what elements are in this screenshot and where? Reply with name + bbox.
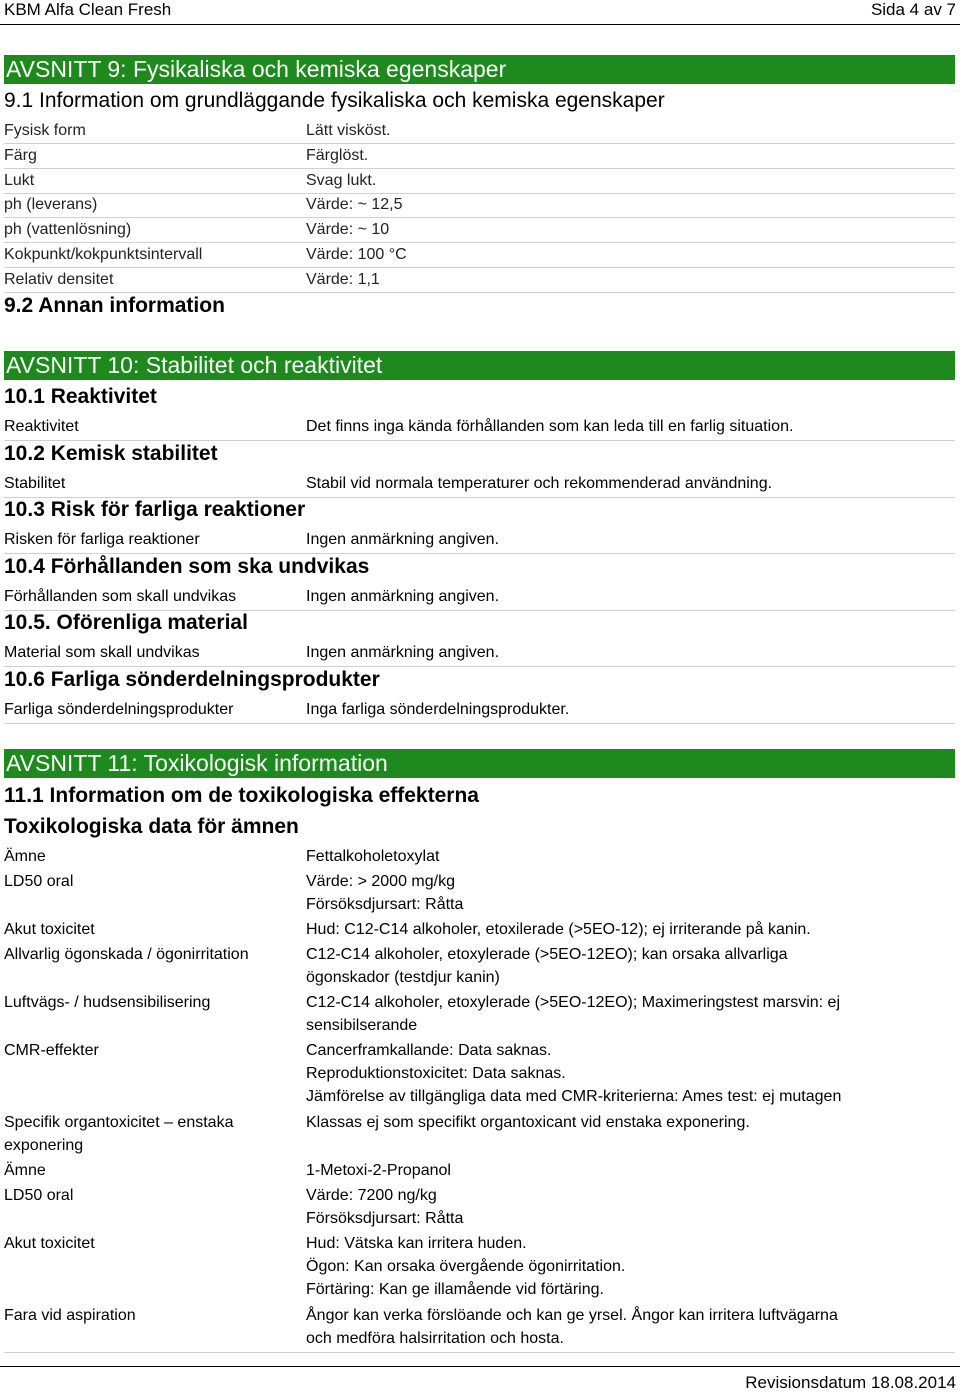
tox-value-line: Värde: 7200 ng/kg <box>306 1187 437 1204</box>
subsection-heading: 10.1 Reaktivitet <box>4 385 157 408</box>
revision-date: Revisionsdatum 18.08.2014 <box>745 1373 956 1392</box>
row-divider <box>4 292 955 293</box>
tox-value <box>306 1159 946 1182</box>
tox-value-line: sensibilserande <box>306 1017 418 1034</box>
tox-value-line: Hud: C12-C14 alkoholer, etoxilerade (>5EO-12); ej irriterande på kanin. <box>306 921 811 938</box>
tox-value-line: Ångor kan verka förslöande och kan ge yrsel. Ångor kan irritera luftvägarna <box>306 1307 838 1324</box>
property-label: Kokpunkt/kokpunktsintervall <box>4 246 203 263</box>
page-header <box>0 0 960 22</box>
property-value: Inga farliga sönderdelningsprodukter. <box>306 701 570 718</box>
property-label: ph (leverans) <box>4 196 98 213</box>
tox-value-line: 1-Metoxi-2-Propanol <box>306 1162 451 1179</box>
section-9-1-heading: 9.1 Information om grundläggande fysikaliska och kemiska egenskaper <box>4 89 665 112</box>
property-label: Relativ densitet <box>4 271 114 288</box>
tox-row <box>4 1184 955 1232</box>
property-value: Stabil vid normala temperaturer och rekommenderad användning. <box>306 475 773 492</box>
property-row <box>4 243 955 267</box>
property-label: Färg <box>4 147 37 164</box>
property-value: Ingen anmärkning angiven. <box>306 588 500 605</box>
tox-value <box>306 918 946 941</box>
row-divider <box>4 553 955 554</box>
property-value: Det finns inga kända förhållanden som kan leda till en farlig situation. <box>306 418 794 435</box>
section-10-bar: AVSNITT 10: Stabilitet och reaktivitet <box>4 351 955 380</box>
property-value: Lätt visköst. <box>306 122 391 139</box>
tox-label: Fara vid aspiration <box>4 1307 136 1324</box>
footer-divider <box>0 1366 960 1367</box>
property-label: Material som skall undvikas <box>4 644 200 661</box>
property-row <box>4 268 955 292</box>
tox-label: Luftvägs- / hudsensibilisering <box>4 994 211 1011</box>
subsection-heading: 10.4 Förhållanden som ska undvikas <box>4 555 370 578</box>
tox-value <box>306 991 946 1037</box>
tox-label: Akut toxicitet <box>4 1235 95 1252</box>
row-divider <box>4 666 955 667</box>
tox-value-line: C12-C14 alkoholer, etoxylerade (>5EO-12EO); Maximeringstest marsvin: ej <box>306 994 840 1011</box>
tox-value-line: Hud: Vätska kan irritera huden. <box>306 1235 527 1252</box>
tox-value-line: Försöksdjursart: Råtta <box>306 1210 464 1227</box>
property-value: Värde: 1,1 <box>306 271 380 288</box>
property-value: Värde: ~ 12,5 <box>306 196 403 213</box>
tox-value-line: Fettalkoholetoxylat <box>306 848 440 865</box>
tox-value <box>306 1304 946 1350</box>
property-row <box>4 415 955 439</box>
property-label: Reaktivitet <box>4 418 79 435</box>
tox-value <box>306 1232 946 1301</box>
property-row <box>4 472 955 496</box>
tox-label: Akut toxicitet <box>4 921 95 938</box>
tox-value-line: Cancerframkallande: Data saknas. <box>306 1042 552 1059</box>
tox-label: Allvarlig ögonskada / ögonirritation <box>4 946 249 963</box>
subsection-heading: 10.5. Oförenliga material <box>4 611 248 634</box>
property-row <box>4 218 955 242</box>
property-value: Ingen anmärkning angiven. <box>306 644 500 661</box>
tox-value-line: Förtäring: Kan ge illamående vid förtäring. <box>306 1281 604 1298</box>
page-number: Sida 4 av 7 <box>870 0 956 19</box>
property-row <box>4 193 955 217</box>
tox-label: Ämne <box>4 848 46 865</box>
tox-row <box>4 1304 955 1352</box>
section-9-2-heading: 9.2 Annan information <box>4 294 225 317</box>
tox-value-line: Reproduktionstoxicitet: Data saknas. <box>306 1065 566 1082</box>
row-divider <box>4 723 955 724</box>
property-value: Svag lukt. <box>306 172 377 189</box>
table-end-divider <box>4 1352 955 1353</box>
property-row <box>4 698 955 722</box>
property-row <box>4 119 955 143</box>
tox-row <box>4 943 955 991</box>
tox-value <box>306 870 946 916</box>
property-label: Farliga sönderdelningsprodukter <box>4 701 234 718</box>
tox-value-line: C12-C14 alkoholer, etoxylerade (>5EO-12EO); kan orsaka allvarliga <box>306 946 788 963</box>
property-label: Fysisk form <box>4 122 86 139</box>
tox-value-line: ögonskador (testdjur kanin) <box>306 969 500 986</box>
tox-label: Ämne <box>4 1162 46 1179</box>
tox-value <box>306 1111 946 1134</box>
property-value: Värde: 100 °C <box>306 246 407 263</box>
property-label: Förhållanden som skall undvikas <box>4 588 237 605</box>
tox-value-line: Ögon: Kan orsaka övergående ögonirritation. <box>306 1258 626 1275</box>
tox-value-line: Värde: > 2000 mg/kg <box>306 873 455 890</box>
tox-value <box>306 1039 946 1108</box>
section-9-bar: AVSNITT 9: Fysikaliska och kemiska egenskaper <box>4 55 955 84</box>
subsection-heading: 10.6 Farliga sönderdelningsprodukter <box>4 668 380 691</box>
tox-row <box>4 1232 955 1304</box>
tox-label: LD50 oral <box>4 873 74 890</box>
header-divider <box>0 24 960 25</box>
row-divider <box>4 440 955 441</box>
property-row <box>4 144 955 168</box>
tox-label: CMR-effekter <box>4 1042 99 1059</box>
tox-value <box>306 943 946 989</box>
property-label: Lukt <box>4 172 35 189</box>
tox-value <box>306 1184 946 1230</box>
property-row <box>4 528 955 552</box>
tox-row <box>4 1111 955 1159</box>
property-row <box>4 585 955 609</box>
tox-value-line: Jämförelse av tillgängliga data med CMR-kriterierna: Ames test: ej mutagen <box>306 1088 842 1105</box>
property-row <box>4 169 955 193</box>
property-value: Färglöst. <box>306 147 369 164</box>
tox-value-line: Försöksdjursart: Råtta <box>306 896 464 913</box>
tox-row <box>4 1039 955 1111</box>
tox-value <box>306 845 946 868</box>
tox-row <box>4 870 955 918</box>
tox-row <box>4 918 955 943</box>
section-11-toxdata-heading: Toxikologiska data för ämnen <box>4 815 299 838</box>
section-11-bar: AVSNITT 11: Toxikologisk information <box>4 749 955 778</box>
subsection-heading: 10.2 Kemisk stabilitet <box>4 442 218 465</box>
property-row <box>4 641 955 665</box>
property-value: Värde: ~ 10 <box>306 221 390 238</box>
property-label: ph (vattenlösning) <box>4 221 132 238</box>
section-11-1-heading: 11.1 Information om de toxikologiska effekterna <box>4 784 479 807</box>
tox-value-line: och medföra halsirritation och hosta. <box>306 1330 564 1347</box>
property-label: Risken för farliga reaktioner <box>4 531 200 548</box>
tox-label: Specifik organtoxicitet – enstaka exponering <box>4 1114 234 1154</box>
subsection-heading: 10.3 Risk för farliga reaktioner <box>4 498 306 521</box>
tox-label: LD50 oral <box>4 1187 74 1204</box>
property-label: Stabilitet <box>4 475 66 492</box>
tox-row <box>4 1159 955 1184</box>
tox-row <box>4 991 955 1039</box>
property-value: Ingen anmärkning angiven. <box>306 531 500 548</box>
tox-row <box>4 845 955 870</box>
product-name: KBM Alfa Clean Fresh <box>4 0 172 19</box>
tox-value-line: Klassas ej som specifikt organtoxicant vid enstaka exponering. <box>306 1114 750 1131</box>
